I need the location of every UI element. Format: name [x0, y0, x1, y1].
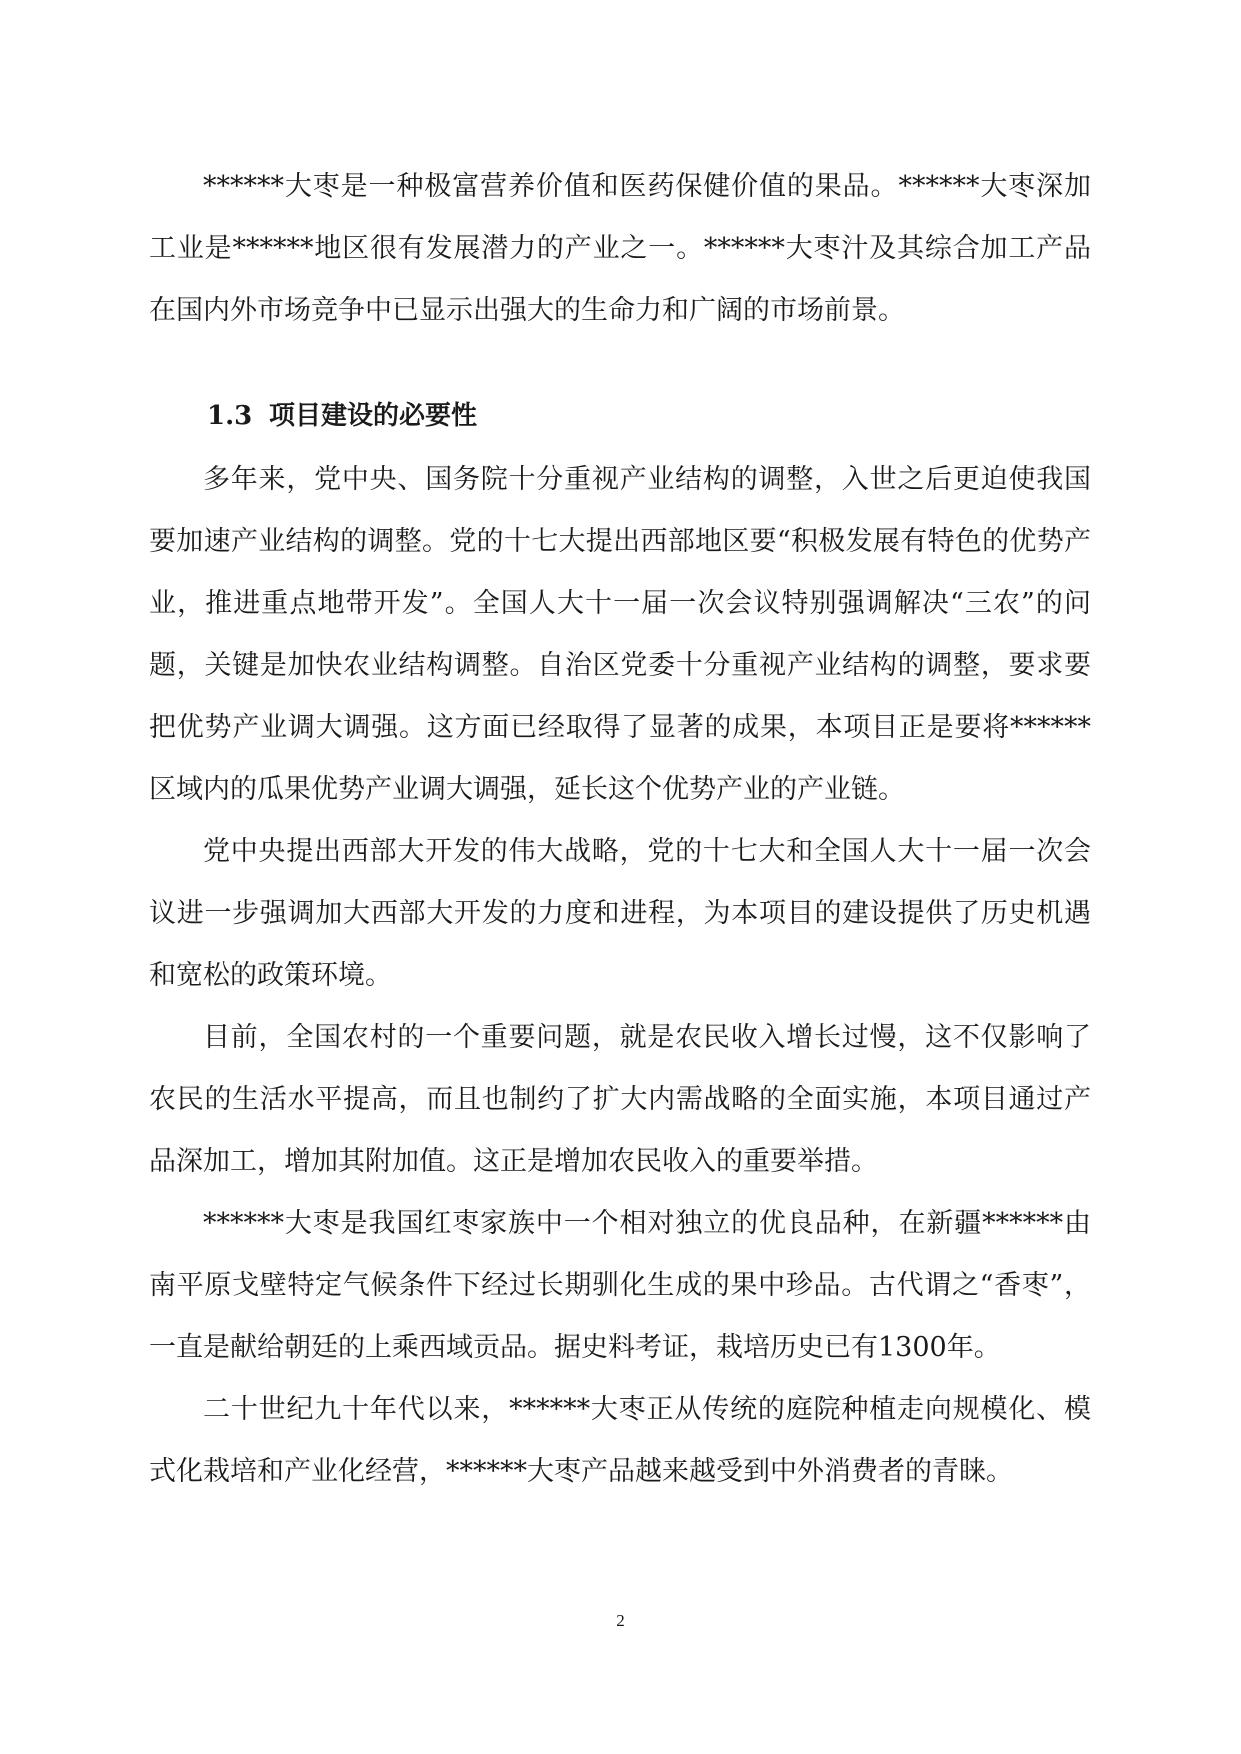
body-block [149, 449, 1091, 1503]
body-paragraph: 二十世纪九十年代以来，******大枣正从传统的庭院种植走向规模化、模式化栽培和产业化经营，******大枣产品越来越受到中外消费者的青睐。 [149, 1394, 1091, 1487]
body-paragraph: 目前，全国农村的一个重要问题，就是农民收入增长过慢，这不仅影响了农民的生活水平提高，而且也制约了扩大内需战略的全面实施，本项目通过产品深加工，增加其附加值。这正是增加农民收入的重要举措。 [149, 1022, 1091, 1177]
body-paragraph: 党中央提出西部大开发的伟大战略，党的十七大和全国人大十一届一次会议进一步强调加大西部大开发的力度和进程，为本项目的建设提供了历史机遇和宽松的政策环境。 [149, 836, 1091, 991]
body-paragraph: 多年来，党中央、国务院十分重视产业结构的调整，入世之后更迫使我国要加速产业结构的调整。党的十七大提出西部地区要“积极发展有特色的优势产业，推进重点地带开发”。全国人大十一届一次会议特别强调解决“三农”的问题，关键是加快农业结构调整。自治区党委十分重视产业结构的调整，要求要把优势产业调大调强。这方面已经取得了显著的成果，本项目正是要将******区域内的瓜果优势产业调大调强，延长这个优势产业的产业链。 [149, 464, 1091, 805]
section-title: 项目建设的必要性 [269, 401, 478, 431]
intro-block [149, 156, 1091, 342]
page-number: 2 [616, 1611, 625, 1630]
intro-paragraph: ******大枣是一种极富营养价值和医药保健价值的果品。******大枣深加工业是******地区很有发展潜力的产业之一。******大枣汁及其综合加工产品在国内外市场竞争中已显示出强大的生命力和广阔的市场前景。 [149, 171, 1091, 326]
body-paragraph: ******大枣是我国红枣家族中一个相对独立的优良品种，在新疆******由南平原戈壁特定气候条件下经过长期驯化生成的果中珍品。古代谓之“香枣”，一直是献给朝廷的上乘西域贡品。据史料考证，栽培历史已有1300年。 [149, 1208, 1091, 1363]
section-number: 1.3 [207, 401, 253, 431]
section-heading [207, 396, 477, 436]
